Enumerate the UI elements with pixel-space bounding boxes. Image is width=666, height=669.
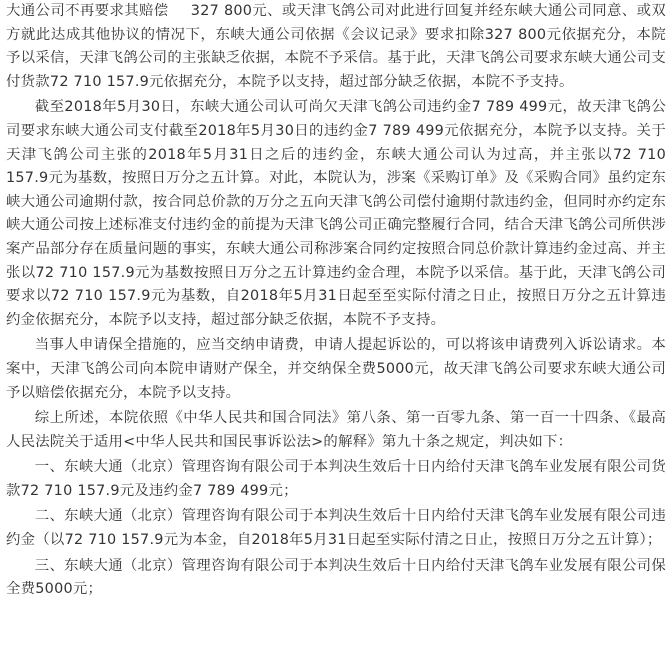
- paragraph-preservation-fee: 当事人申请保全措施的，应当交纳申请费，申请人提起诉讼的，可以将该申请费列入诉讼请求。本案中，天津飞鸽公司向本院申请财产保全，并交纳保全费5000元，故天津飞鸽公司要求东峡大通公司予以赔偿依据充分，本院予以支持。: [6, 337, 666, 401]
- paragraph-penalty-analysis: 截至2018年5月30日，东峡大通公司认可尚欠天津飞鸽公司违约金7 789 499元，故天津飞鸽公司要求东峡大通公司支付截至2018年5月30日的违约金7 789 499元依据充分，本院予以支持。关于天津飞鸽公司主张的2018年5月31日之后的违约金，东峡大通公司认为过高，并主张以72 710 157.9元为基数，按照日万分之五计算。对此，本院认为，涉案《采购订单》及《采购合同》虽约定东峡大通公司逾期付款，按合同总价款的万分之五向天津飞鸽公司偿付逾期付款违约金，但同时亦约定东峡大通公司按上述标准支付违约金的前提为天津飞鸽公司正确完整履行合同，结合天津飞鸽公司所供涉案产品部分存在质量问题的事实，东峡大通公司称涉案合同约定按照合同总价款计算违约金过高、并主张以72 710 157.9元为基数按照日万分之五计算违约金合理，本院予以采信。基于此，天津飞鸽公司要求以72 710 157.9元为基数，自2018年5月31日起至至实际付清之日止，按照日万分之五计算违约金依据充分，本院予以支持，超过部分缺乏依据，本院不予支持。: [6, 99, 666, 328]
- judgment-item-1: 一、东峡大通（北京）管理咨询有限公司于本判决生效后十日内给付天津飞鸽车业发展有限公司货款72 710 157.9元及违约金7 789 499元；: [6, 459, 666, 499]
- judgment-item-3: 三、东峡大通（北京）管理咨询有限公司于本判决生效后十日内给付天津飞鸽车业发展有限公司保全费5000元；: [6, 557, 666, 598]
- judgment-item-2: 二、东峡大通（北京）管理咨询有限公司于本判决生效后十日内给付天津飞鸽车业发展有限公司违约金（以72 710 157.9元为本金，自2018年5月31日起至实际付清之日止，按照日万分之五计算）；: [6, 508, 666, 549]
- paragraph-legal-basis: 综上所述，本院依照《中华人民共和国合同法》第八条、第一百零九条、第一百一十四条、《最高人民法院关于适用<中华人民共和国民事诉讼法>的解释》第九十条之规定，判决如下：: [6, 410, 666, 450]
- paragraph-payment-deduction: 大通公司不再要求其赔偿 327 800元、或天津飞鸽公司对此进行回复并经东峡大通公司同意、或双方就此达成其他协议的情况下，东峡大通公司依据《会议记录》要求扣除327 800元依据充分，本院予以采信，天津飞鸽公司的主张缺乏依据，本院不予采信。基于此，天津飞鸽公司要求东峡大通公司支付货款72 710 157.9元依据充分，本院予以支持，超过部分缺乏依据，本院不予支持。: [6, 3, 666, 90]
